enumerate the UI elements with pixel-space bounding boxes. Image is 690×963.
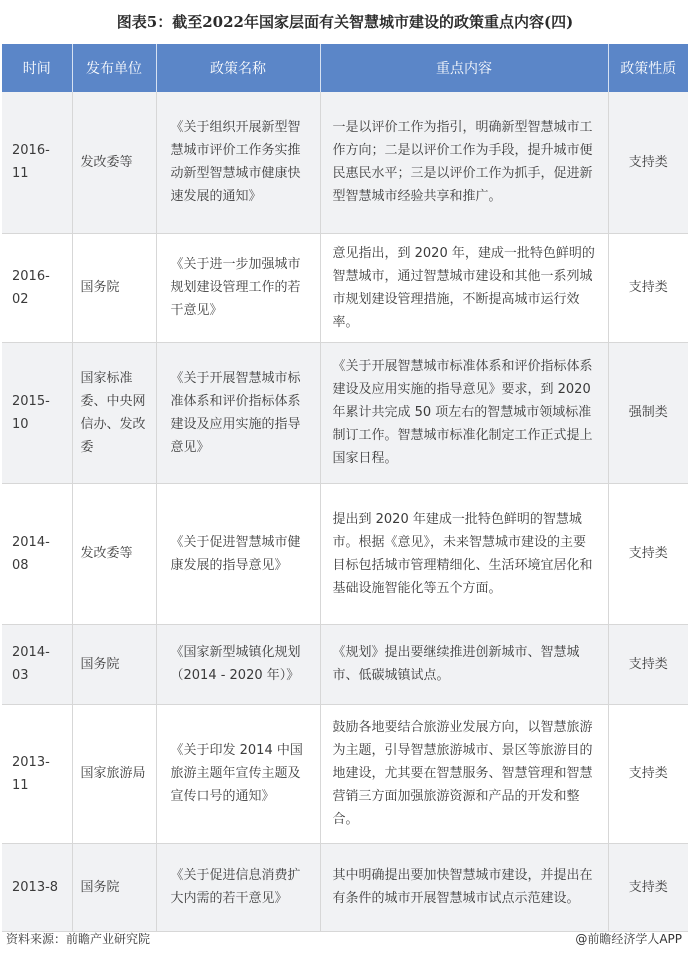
cell-date: 2016-02 — [2, 233, 72, 342]
table-header-row — [2, 44, 688, 92]
cell-nature: 强制类 — [608, 342, 688, 483]
cell-nature: 支持类 — [608, 843, 688, 931]
cell-issuer: 发改委等 — [72, 483, 156, 624]
cell-content: 其中明确提出要加快智慧城市建设，并提出在有条件的城市开展智慧城市试点示范建设。 — [320, 843, 608, 931]
header-issuer: 发布单位 — [72, 44, 156, 92]
header-nature: 政策性质 — [608, 44, 688, 92]
cell-policy: 《国家新型城镇化规划（2014 - 2020 年）》 — [156, 624, 320, 704]
cell-issuer: 国务院 — [72, 843, 156, 931]
header-date: 时间 — [2, 44, 72, 92]
policy-table — [2, 44, 688, 932]
cell-nature: 支持类 — [608, 233, 688, 342]
cell-date: 2013-11 — [2, 704, 72, 843]
cell-date: 2013-8 — [2, 843, 72, 931]
chart-title: 图表5：截至2022年国家层面有关智慧城市建设的政策重点内容(四) — [116, 13, 574, 31]
cell-content: 《关于开展智慧城市标准体系和评价指标体系建设及应用实施的指导意见》要求，到 2020 年累计共完成 50 项左右的智慧城市领域标准制订工作。智慧城市标准化制定工作正式提上国家日程。 — [320, 342, 608, 483]
cell-policy: 《关于组织开展新型智慧城市评价工作务实推动新型智慧城市健康快速发展的通知》 — [156, 92, 320, 233]
table-row — [2, 704, 688, 843]
source-note: 资料来源：前瞻产业研究院 — [6, 932, 151, 946]
brand-credit: @前瞻经济学人APP — [575, 932, 682, 946]
cell-policy: 《关于促进信息消费扩大内需的若干意见》 — [156, 843, 320, 931]
table-row — [2, 342, 688, 483]
cell-content: 提出到 2020 年建成一批特色鲜明的智慧城市。根据《意见》，未来智慧城市建设的主要目标包括城市管理精细化、生活环境宜居化和基础设施智能化等五个方面。 — [320, 483, 608, 624]
cell-policy: 《关于进一步加强城市规划建设管理工作的若干意见》 — [156, 233, 320, 342]
cell-issuer: 国家旅游局 — [72, 704, 156, 843]
cell-nature: 支持类 — [608, 483, 688, 624]
cell-date: 2014-03 — [2, 624, 72, 704]
cell-date: 2014-08 — [2, 483, 72, 624]
cell-policy: 《关于促进智慧城市健康发展的指导意见》 — [156, 483, 320, 624]
cell-issuer: 发改委等 — [72, 92, 156, 233]
cell-content: 意见指出，到 2020 年，建成一批特色鲜明的智慧城市，通过智慧城市建设和其他一系列城市规划建设管理措施，不断提高城市运行效率。 — [320, 233, 608, 342]
cell-date: 2016-11 — [2, 92, 72, 233]
cell-issuer: 国家标准委、中央网信办、发改委 — [72, 342, 156, 483]
cell-nature: 支持类 — [608, 624, 688, 704]
cell-policy: 《关于开展智慧城市标准体系和评价指标体系建设及应用实施的指导意见》 — [156, 342, 320, 483]
table-row — [2, 483, 688, 624]
header-content: 重点内容 — [320, 44, 608, 92]
cell-issuer: 国务院 — [72, 233, 156, 342]
cell-content: 鼓励各地要结合旅游业发展方向，以智慧旅游为主题，引导智慧旅游城市、景区等旅游目的地建设，尤其要在智慧服务、智慧管理和智慧营销三方面加强旅游资源和产品的开发和整合。 — [320, 704, 608, 843]
cell-date: 2015-10 — [2, 342, 72, 483]
cell-content: 一是以评价工作为指引，明确新型智慧城市工作方向；二是以评价工作为手段，提升城市便民惠民水平；三是以评价工作为抓手，促进新型智慧城市经验共享和推广。 — [320, 92, 608, 233]
cell-nature: 支持类 — [608, 92, 688, 233]
cell-policy: 《关于印发 2014 中国旅游主题年宣传主题及宣传口号的通知》 — [156, 704, 320, 843]
table-row — [2, 624, 688, 704]
cell-content: 《规划》提出要继续推进创新城市、智慧城市、低碳城镇试点。 — [320, 624, 608, 704]
table-row — [2, 233, 688, 342]
cell-issuer: 国务院 — [72, 624, 156, 704]
cell-nature: 支持类 — [608, 704, 688, 843]
table-row — [2, 843, 688, 931]
table-row — [2, 92, 688, 233]
header-policy: 政策名称 — [156, 44, 320, 92]
